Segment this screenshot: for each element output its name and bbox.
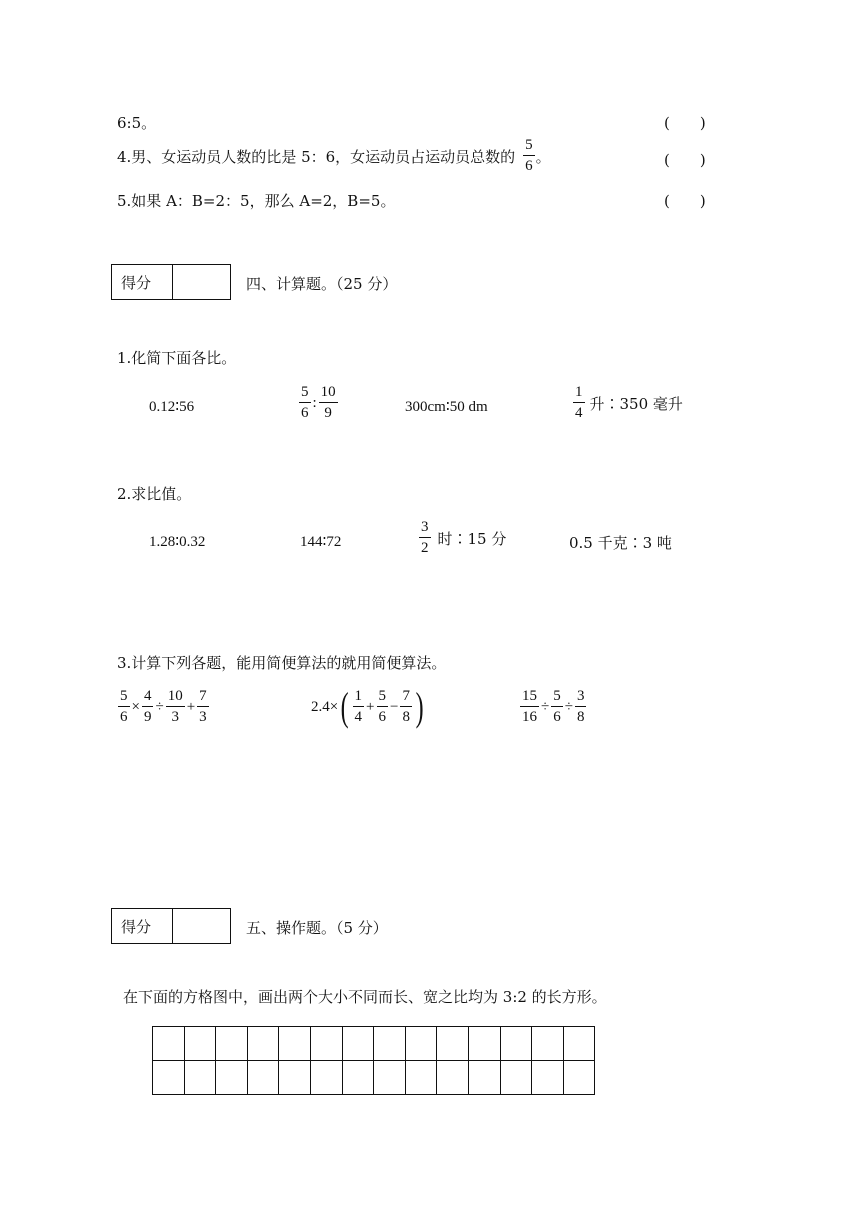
answer-paren-5: ( ): [664, 192, 706, 210]
answer-paren-3: ( ): [664, 114, 706, 132]
grid-cell[interactable]: [184, 1027, 216, 1061]
grid-cell[interactable]: [563, 1061, 595, 1095]
right-paren: ): [415, 684, 424, 729]
grid-row: [153, 1027, 595, 1061]
grid-cell[interactable]: [437, 1027, 469, 1061]
grid-cell[interactable]: [437, 1061, 469, 1095]
q2-expr3: [418, 520, 506, 556]
operator: ÷: [564, 698, 573, 715]
grid-cell[interactable]: [247, 1061, 279, 1095]
grid-cell[interactable]: [405, 1027, 437, 1061]
q2-title: 2.求比值。: [117, 485, 192, 503]
fraction: $\frac{1}{4}$: [575, 384, 583, 421]
fraction: $\frac{5}{6}$: [553, 688, 561, 725]
q3-expr1: [117, 689, 210, 725]
fraction: $\frac{4}{9}$: [143, 688, 152, 725]
operator: ÷: [541, 698, 550, 715]
grid-cell[interactable]: [279, 1061, 311, 1095]
q1-expr4: [572, 385, 683, 421]
fraction: $\frac{10}{9}$: [320, 384, 336, 421]
grid-cell[interactable]: [153, 1061, 185, 1095]
grid-cell[interactable]: [374, 1061, 406, 1095]
item4-end: 。: [535, 147, 551, 166]
answer-paren-4: ( ): [664, 151, 706, 169]
grid-cell[interactable]: [153, 1027, 185, 1061]
grid-cell[interactable]: [279, 1027, 311, 1061]
grid-cell[interactable]: [184, 1061, 216, 1095]
grid-cell[interactable]: [310, 1027, 342, 1061]
q1-expr2: [298, 385, 339, 421]
fraction-den: 6: [525, 158, 533, 174]
fraction: $\frac{3}{8}$: [576, 688, 585, 725]
item5: 5.如果 A：B=2：5，那么 A=2，B=5。: [117, 192, 396, 210]
item4-text: 4.男、女运动员人数的比是 5：6，女运动员占运动员总数的: [117, 147, 516, 166]
fraction: $\frac{3}{2}$: [421, 519, 429, 556]
grid-cell[interactable]: [342, 1027, 374, 1061]
score-blank[interactable]: [173, 909, 230, 943]
grid-cell[interactable]: [247, 1027, 279, 1061]
q3-title: 3.计算下列各题，能用简便算法的就用简便算法。: [117, 654, 447, 672]
score-blank[interactable]: [173, 265, 230, 299]
fraction: $\frac{10}{3}$: [167, 688, 183, 725]
section5-instruction: 在下面的方格图中，画出两个大小不同而长、宽之比均为 3:2 的长方形。: [123, 988, 607, 1006]
operator: +: [366, 698, 375, 715]
grid-cell[interactable]: [216, 1027, 248, 1061]
ratio-sign: :: [312, 394, 317, 411]
q2-expr1: 1.28∶0.32: [149, 534, 206, 550]
q3-expr2: [311, 684, 426, 729]
expr-rest: 升∶350 毫升: [589, 394, 683, 413]
grid-cell[interactable]: [374, 1027, 406, 1061]
grid-cell[interactable]: [342, 1061, 374, 1095]
q1-title: 1.化简下面各比。: [117, 349, 237, 367]
grid-cell[interactable]: [405, 1061, 437, 1095]
fraction: $\frac{7}{3}$: [199, 688, 207, 725]
grid-row: [153, 1061, 595, 1095]
operator: +: [186, 698, 196, 715]
q2-expr2: 144∶72: [300, 534, 342, 550]
grid-cell[interactable]: [310, 1061, 342, 1095]
expr-rest: 时∶15 分: [437, 529, 507, 548]
fraction: $\frac{5}{6}$: [378, 688, 387, 725]
grid-cell[interactable]: [468, 1027, 500, 1061]
left-paren: (: [340, 684, 349, 729]
fraction: $\frac{5}{6}$: [120, 688, 128, 725]
grid-cell[interactable]: [500, 1027, 532, 1061]
grid-cell[interactable]: [532, 1027, 564, 1061]
operator: −: [390, 698, 399, 715]
q3-expr3: [519, 689, 587, 725]
score-label: 得分: [112, 909, 173, 943]
score-label: 得分: [112, 265, 173, 299]
grid-cell[interactable]: [500, 1061, 532, 1095]
grid-cell[interactable]: [468, 1061, 500, 1095]
q1-expr1: 0.12∶56: [149, 399, 195, 415]
grid-cell[interactable]: [563, 1027, 595, 1061]
fraction: $\frac{15}{16}$: [522, 688, 537, 725]
section5-title: 五、操作题。（5 分）: [246, 919, 388, 937]
q1-expr3: 300cm∶50 dm: [405, 399, 488, 415]
fraction: $\frac{1}{4}$: [354, 688, 363, 725]
operator: ×: [131, 698, 140, 715]
grid-cell[interactable]: [532, 1061, 564, 1095]
operator: ÷: [155, 698, 164, 715]
q2-expr4: 0.5 千克∶3 吨: [569, 534, 672, 552]
item4-fraction: [523, 138, 535, 174]
expr-lead: 2.4×: [311, 698, 339, 715]
fraction: $\frac{7}{8}$: [402, 688, 410, 725]
fraction-num: 5: [523, 138, 535, 156]
item4: [117, 138, 551, 174]
score-box-section5: [111, 908, 231, 944]
fraction: $\frac{5}{6}$: [301, 384, 309, 421]
square-grid[interactable]: [152, 1026, 595, 1095]
section4-title: 四、计算题。（25 分）: [246, 275, 398, 293]
item3-tail: 6:5。: [117, 114, 157, 132]
score-box-section4: [111, 264, 231, 300]
grid-cell[interactable]: [216, 1061, 248, 1095]
